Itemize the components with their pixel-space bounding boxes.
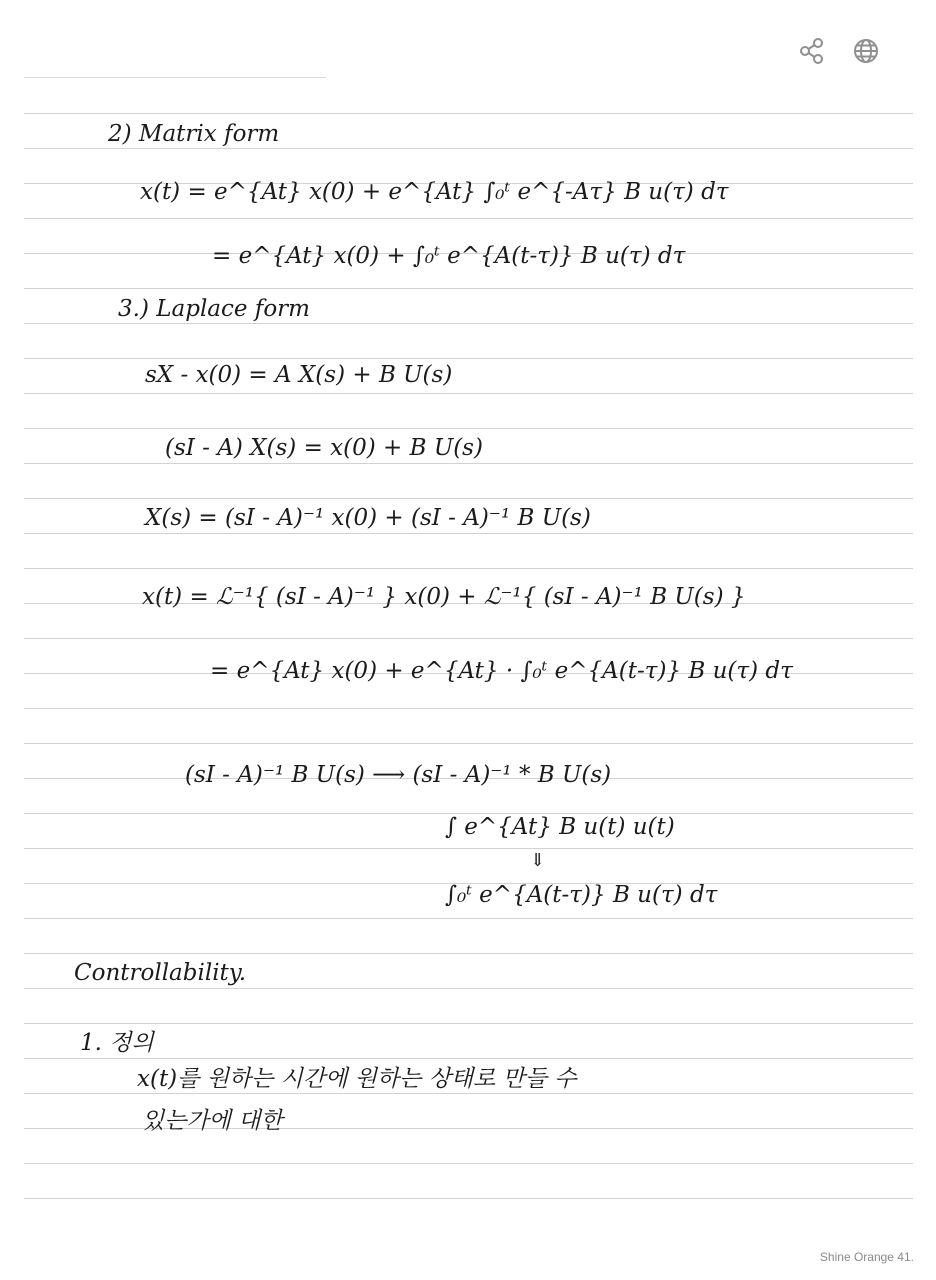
definition-line-1: x(t)를 원하는 시간에 원하는 상태로 만들 수: [137, 1066, 577, 1092]
ruled-line: [24, 953, 913, 954]
ruled-line: [24, 498, 913, 499]
equation-laplace-1: sX - x(0) = A X(s) + B U(s): [145, 362, 453, 388]
ruled-line: [24, 568, 913, 569]
heading-matrix-form: 2) Matrix form: [108, 121, 280, 147]
definition-line-2: 있는가에 대한: [142, 1108, 283, 1134]
ruled-line: [24, 428, 913, 429]
ruled-line: [24, 1163, 913, 1164]
equation-laplace-4: x(t) = ℒ⁻¹{ (sI - A)⁻¹ } x(0) + ℒ⁻¹{ (sI - A)⁻¹ B U(s) }: [142, 584, 746, 610]
ruled-line: [24, 393, 913, 394]
ruled-line: [24, 1093, 913, 1094]
share-icon: [798, 37, 826, 70]
ruled-line: [24, 533, 913, 534]
equation-convolution-3: ∫₀ᵗ e^{A(t-τ)} B u(τ) dτ: [445, 882, 718, 908]
equation-laplace-3: X(s) = (sI - A)⁻¹ x(0) + (sI - A)⁻¹ B U(s): [145, 505, 591, 531]
item-definition: 1. 정의: [80, 1030, 154, 1056]
equation-laplace-2: (sI - A) X(s) = x(0) + B U(s): [165, 435, 483, 461]
ruled-line: [24, 638, 913, 639]
heading-laplace-form: 3.) Laplace form: [118, 296, 310, 322]
globe-icon: [852, 37, 880, 70]
heading-controllability: Controllability.: [74, 960, 247, 986]
ruled-line: [24, 708, 913, 709]
ruled-line: [24, 848, 913, 849]
share-button[interactable]: [795, 36, 829, 70]
footer-brand: Shine Orange 41.: [819, 1250, 914, 1264]
ruled-line: [24, 113, 913, 114]
ruled-line: [24, 358, 913, 359]
language-button[interactable]: [849, 36, 883, 70]
ruled-line: [24, 1058, 913, 1059]
equation-laplace-5: = e^{At} x(0) + e^{At} · ∫₀ᵗ e^{A(t-τ)} B u(τ) dτ: [210, 658, 793, 684]
ruled-line: [24, 988, 913, 989]
equation-convolution-1: (sI - A)⁻¹ B U(s) ⟶ (sI - A)⁻¹ * B U(s): [185, 762, 612, 788]
equation-matrix-2: = e^{At} x(0) + ∫₀ᵗ e^{A(t-τ)} B u(τ) dτ: [212, 243, 686, 269]
down-arrow: ⇓: [530, 850, 546, 871]
ruled-line: [24, 1023, 913, 1024]
ruled-line: [24, 323, 913, 324]
ruled-line: [24, 218, 913, 219]
ruled-line: [24, 288, 913, 289]
ruled-line: [24, 148, 913, 149]
equation-matrix-1: x(t) = e^{At} x(0) + e^{At} ∫₀ᵗ e^{-Aτ} B u(τ) dτ: [140, 179, 729, 205]
ruled-line: [24, 743, 913, 744]
equation-convolution-2: ∫ e^{At} B u(t) u(t): [445, 814, 675, 840]
top-rule: [24, 77, 326, 78]
ruled-line: [24, 918, 913, 919]
ruled-line: [24, 463, 913, 464]
ruled-line: [24, 1198, 913, 1199]
